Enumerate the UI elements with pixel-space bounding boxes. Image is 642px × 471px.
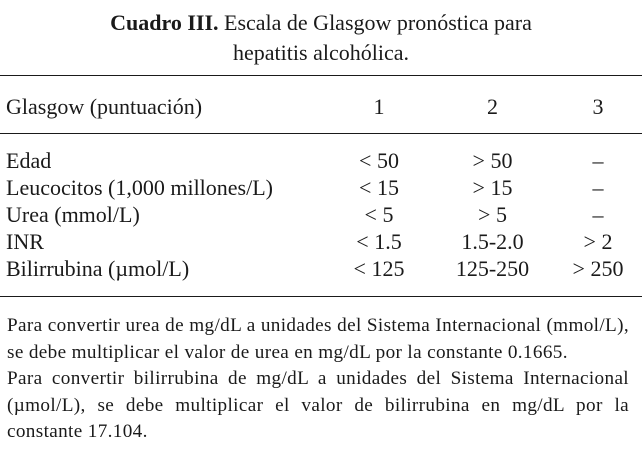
- bottom-rule: [0, 296, 642, 297]
- table-caption: [0, 8, 642, 68]
- table-cell: > 2: [583, 229, 613, 254]
- table-cell: 125-250: [455, 256, 530, 281]
- table-row: [0, 228, 642, 255]
- top-rule: [0, 75, 642, 76]
- table-cell: 1.5-2.0: [461, 229, 524, 254]
- header-cell: Glasgow (puntuación): [6, 94, 203, 119]
- table-row: [0, 255, 642, 282]
- table-cell: > 15: [472, 175, 513, 200]
- caption-label: Cuadro III.: [110, 10, 219, 35]
- header-row: [0, 90, 642, 124]
- table-cell: > 250: [572, 256, 624, 281]
- table-cell: –: [592, 175, 604, 200]
- table-cell: < 15: [359, 175, 399, 200]
- footnote-bilirrubina: Para convertir bilirrubina de mg/dL a unidades del Sistema Internacional (µmol/L), se debe multiplicar el valor de bilirrubina en mg/dL por la constante 17.104.: [7, 368, 629, 443]
- caption-title-part-1: Escala de Glasgow pronóstica para: [218, 10, 532, 35]
- caption-line-1: [0, 8, 642, 38]
- header-cell: 2: [487, 94, 498, 119]
- footnote-urea: Para convertir urea de mg/dL a unidades del Sistema Internacional (mmol/L), se debe multiplicar el valor de urea en mg/dL por la constante 0.1665.: [7, 315, 629, 363]
- row-label: Bilirrubina (µmol/L): [6, 256, 190, 281]
- row-label: INR: [6, 229, 44, 254]
- table-footnotes: [7, 313, 629, 446]
- table-cell: > 5: [478, 202, 507, 227]
- table-cell: < 1.5: [356, 229, 402, 254]
- table-cell: < 5: [364, 202, 394, 227]
- table-cell: < 125: [353, 256, 405, 281]
- table-header: [0, 90, 642, 124]
- table-row: [0, 147, 642, 174]
- table-body: [0, 147, 642, 282]
- header-cell: 1: [373, 94, 385, 119]
- table-row: [0, 174, 642, 201]
- table-cell: < 50: [359, 148, 399, 173]
- row-label: Leucocitos (1,000 millones/L): [6, 175, 273, 200]
- row-label: Edad: [6, 148, 52, 173]
- header-rule: [0, 133, 642, 134]
- table-cell: –: [592, 202, 604, 227]
- header-cell: 3: [592, 94, 604, 119]
- row-label: Urea (mmol/L): [6, 202, 140, 227]
- table-row: [0, 201, 642, 228]
- table-cell: –: [592, 148, 604, 173]
- caption-title-part-2: hepatitis alcohólica.: [233, 40, 409, 65]
- table-cell: > 50: [472, 148, 513, 173]
